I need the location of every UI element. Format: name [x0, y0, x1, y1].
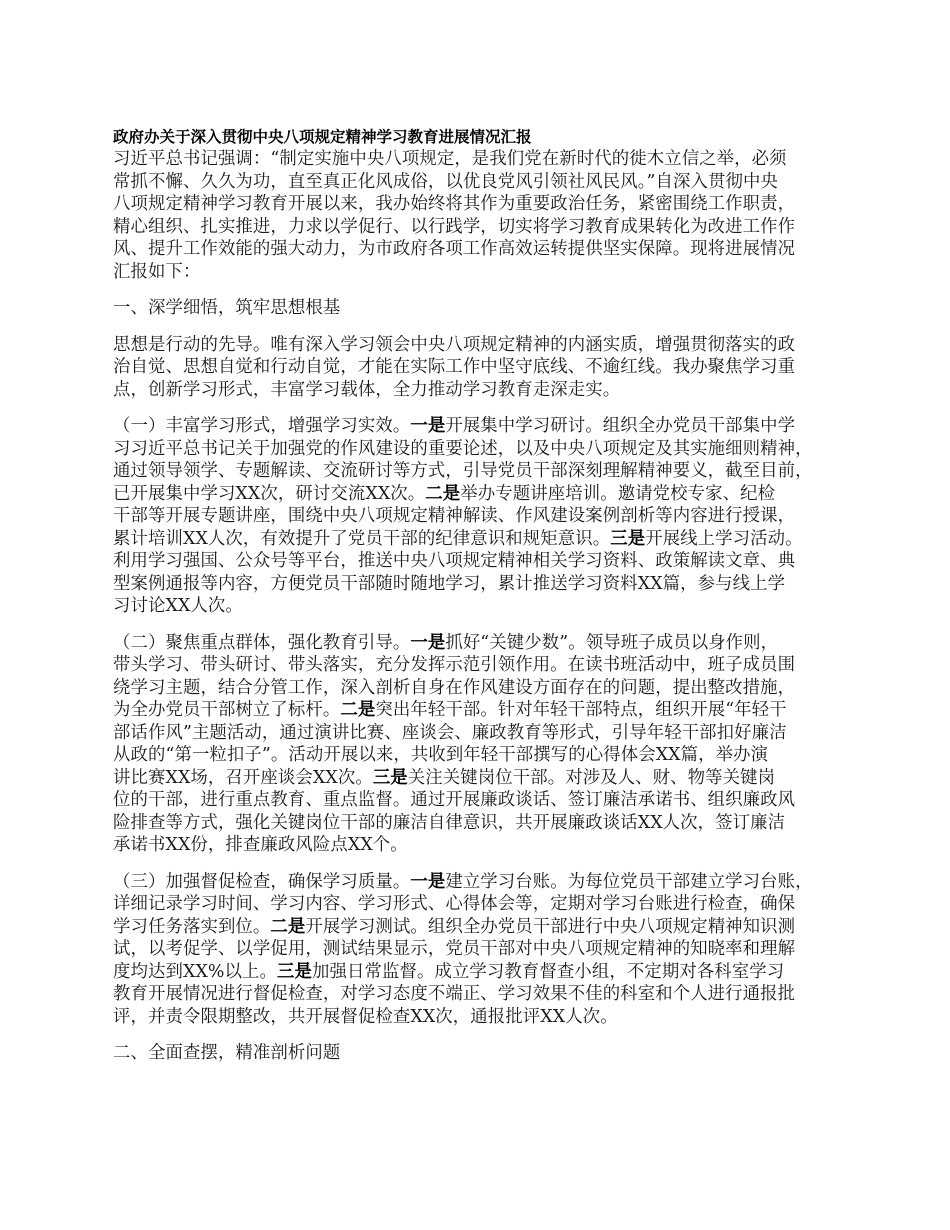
text-line: [113, 379, 853, 402]
bold-text-run: 二是: [340, 700, 376, 720]
text-run: 一、深学细悟，筑牢思想根基: [113, 298, 341, 318]
section-heading: [113, 1042, 853, 1065]
text-run: 点，创新学习形式，丰富学习载体，全力推动学习教育走深走实。: [113, 379, 621, 400]
paragraph: [113, 148, 853, 283]
text-run: 精心组织、扎实推进，力求以学促行、以行践学，切实将学习教育成果转化为改进工作作: [113, 216, 796, 237]
text-run: 绕学习主题，结合分管工作，深入剖析自身在作风建设方面存在的问题，提出整改措施，: [113, 677, 796, 698]
text-run: 试，以考促学、以学促用，测试结果显示，党员干部对中央八项规定精神的知晓率和理解: [113, 939, 796, 959]
text-run: 关注关键岗位干部。对涉及人、财、物等关键岗: [407, 767, 776, 788]
text-run: 详细记录学习时间、学习内容、学习形式、心得体会等，定期对学习台账进行检查，确保: [113, 894, 796, 914]
text-run: 举办专题讲座培训。邀请党校专家、纪检: [460, 483, 776, 504]
text-run: 已开展集中学习XX次，研讨交流XX次。: [113, 483, 426, 504]
text-run: 评，并责令限期整改，共开展督促检查XX次，通报批评XX人次。: [113, 1006, 618, 1027]
text-line: [113, 961, 853, 984]
text-line: [113, 261, 853, 284]
text-run: 习讨论XX人次。: [113, 596, 243, 616]
text-line: [113, 916, 853, 939]
text-run: 二、全面查摆，精准剖析问题: [113, 1043, 341, 1063]
document-body: [113, 148, 853, 1065]
text-run: 部话作风”主题活动，通过演讲比赛、座谈会、廉政教育等形式，引导年轻干部扣好廉洁: [113, 722, 787, 743]
text-line: [113, 573, 853, 596]
text-run: （三）加强督促检查，确保学习质量。: [113, 871, 411, 892]
text-line: [113, 334, 853, 357]
paragraph: [113, 871, 853, 1029]
text-run: 开展学习测试。组织全办党员干部进行中央八项规定精神知识测: [305, 916, 796, 937]
text-line: [113, 812, 853, 835]
text-run: 位的干部，进行重点教育、重点监督。通过开展廉政谈话、签订廉洁承诺书、组织廉政风: [113, 790, 796, 810]
bold-text-run: 一是: [410, 871, 446, 892]
text-run: 度均达到XX%以上。: [113, 961, 278, 982]
text-run: 常抓不懈、久久为功，直至真正化风成俗，以优良党风引领社风民风。”自深入贯彻中央: [113, 171, 778, 192]
text-run: 加强日常监督。成立学习教育督查小组，不定期对各科室学习: [312, 961, 785, 982]
text-run: 为全办党员干部树立了标杆。: [113, 700, 341, 720]
text-line: [113, 677, 853, 700]
text-run: 汇报如下：: [113, 261, 201, 282]
section-heading: [113, 297, 853, 320]
text-line: [113, 460, 853, 483]
text-line: [113, 722, 853, 745]
bold-text-run: 二是: [270, 916, 306, 937]
text-run: 治自觉、思想自觉和行动自觉，才能在实际工作中坚守底线、不逾红线。我办聚焦学习重: [113, 357, 796, 377]
text-run: （二）聚焦重点群体，强化教育引导。: [113, 632, 411, 653]
text-run: 突出年轻干部。针对年轻干部特点，组织开展“年轻干: [375, 700, 787, 720]
text-run: 风、提升工作效能的强大动力，为市政府各项工作高效运转提供坚实保障。现将进展情况: [113, 239, 796, 259]
text-run: 累计培训XX人次，有效提升了党员干部的纪律意识和规矩意识。: [113, 528, 611, 549]
text-line: [113, 1006, 853, 1029]
text-line: [113, 238, 853, 261]
bold-text-run: 三是: [610, 528, 646, 549]
text-run: 抓好“关键少数”。领导班子成员以身作则，: [445, 632, 779, 653]
text-run: 险排查等方式，强化关键岗位干部的廉洁自律意识，共开展廉政谈话XX人次，签订廉洁: [113, 812, 786, 833]
text-line: [113, 415, 853, 438]
text-line: [113, 356, 853, 379]
text-run: 建立学习台账。为每位党员干部建立学习台账，: [445, 871, 813, 892]
text-line: [113, 654, 853, 677]
text-run: 讲比赛XX场，召开座谈会XX次。: [113, 767, 373, 788]
bold-text-run: 三是: [372, 767, 408, 788]
text-run: 承诺书XX份，排查廉政风险点XX个。: [113, 835, 408, 855]
text-run: 开展集中学习研讨。组织全办党员干部集中学: [445, 416, 796, 436]
text-run: 从政的“第一粒扣子”。活动开展以来，共收到年轻干部撰写的心得体会XX篇，举办演: [113, 745, 769, 765]
text-line: [113, 1042, 853, 1065]
text-run: 学习任务落实到位。: [113, 916, 271, 937]
text-line: [113, 893, 853, 916]
text-run: 八项规定精神学习教育开展以来，我办始终将其作为重要政治任务，紧密围绕工作职责，: [113, 194, 796, 214]
text-run: 利用学习强国、公众号等平台，推送中央八项规定精神相关学习资料、政策解读文章、典: [113, 551, 796, 571]
text-line: [113, 632, 853, 655]
text-run: 干部等开展专题讲座，围绕中央八项规定精神解读、作风建设案例剖析等内容进行授课，: [113, 506, 796, 526]
document-title: 政府办关于深入贯彻中央八项规定精神学习教育进展情况汇报: [113, 128, 532, 146]
text-line: [113, 595, 853, 618]
text-run: （一）丰富学习形式，增强学习实效。: [113, 416, 411, 436]
text-run: 开展线上学习活动。: [645, 528, 803, 549]
text-run: 思想是行动的先导。唯有深入学习领会中央八项规定精神的内涵实质，增强贯彻落实的政: [113, 334, 796, 355]
text-run: 通过领导领学、专题解读、交流研讨等方式，引导党员干部深刻理解精神要义，截至目前，: [113, 461, 813, 481]
text-line: [113, 834, 853, 857]
text-line: [113, 438, 853, 461]
text-line: [113, 744, 853, 767]
text-run: 习习近平总书记关于加强党的作风建设的重要论述，以及中央八项规定及其实施细则精神，: [113, 438, 813, 459]
paragraph: [113, 632, 853, 857]
paragraph: [113, 334, 853, 402]
text-line: [113, 171, 853, 194]
text-line: [113, 767, 853, 790]
text-line: [113, 550, 853, 573]
text-run: 带头学习、带头研讨、带头落实，充分发挥示范引领作用。在读书班活动中，班子成员围: [113, 655, 796, 675]
text-line: [113, 297, 853, 320]
bold-text-run: 三是: [277, 961, 313, 982]
text-run: 习近平总书记强调：“制定实施中央八项规定，是我们党在新时代的徙木立信之举，必须: [113, 149, 787, 169]
text-line: [113, 938, 853, 961]
document-page: [113, 126, 853, 1079]
text-run: 型案例通报等内容，方便党员干部随时随地学习，累计推送学习资料XX篇，参与线上学: [113, 573, 786, 594]
text-line: [113, 789, 853, 812]
text-line: [113, 505, 853, 528]
text-line: [113, 983, 853, 1006]
bold-text-run: 二是: [425, 483, 461, 504]
paragraph: [113, 415, 853, 618]
text-line: [113, 699, 853, 722]
text-run: 教育开展情况进行督促检查，对学习态度不端正、学习效果不佳的科室和个人进行通报批: [113, 984, 796, 1004]
bold-text-run: 一是: [410, 416, 446, 436]
text-line: [113, 871, 853, 894]
text-line: [113, 528, 853, 551]
text-line: [113, 148, 853, 171]
bold-text-run: 一是: [410, 632, 446, 653]
text-line: [113, 193, 853, 216]
text-line: [113, 216, 853, 239]
text-line: [113, 483, 853, 506]
